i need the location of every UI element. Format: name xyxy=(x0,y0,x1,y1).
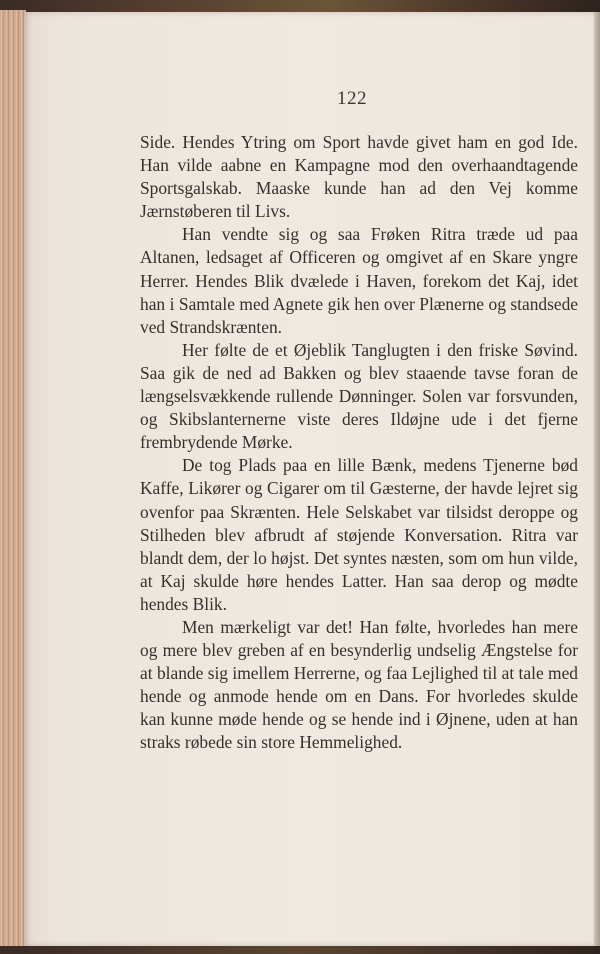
paragraph-4: De tog Plads paa en lille Bænk, medens Tjenerne bød Kaffe, Likører og Cigarer om til Gæsterne, der havde lejret sig ovenfor paa Skrænten. Hele Selskabet var tilsidst deroppe og Stilheden blev afbrudt af støjende Konversation. Ritra var blandt dem, der lo højst. Det syntes næsten, som om hun vilde, at Kaj skulde høre hendes Latter. Han saa derop og mødte hendes Blik. xyxy=(140,455,578,614)
page-text xyxy=(140,131,578,755)
paragraph-3: Her følte de et Øjeblik Tanglugten i den friske Søvind. Saa gik de ned ad Bakken og blev staaende tavse foran de længselsvækkende rullende Dønninger. Solen var forsvunden, og Skibslanternerne viste deres Ildøjne ude i det fjerne frembrydende Mørke. xyxy=(140,339,578,453)
page-edges xyxy=(0,10,26,948)
paragraph-1: Side. Hendes Ytring om Sport havde givet ham en god Ide. Han vilde aabne en Kampagne mod den overhaandtagende Sportsgalskab. Maaske kunde han ad den Vej komme Jærnstøberen til Livs. xyxy=(140,132,578,222)
book-page xyxy=(24,12,594,946)
paragraph-5: Men mærkeligt var det! Han følte, hvorledes han mere og mere blev greben af en besynderlig undselig Ængstelse for at blande sig imellem Herrerne, og faa Lejlighed til at tale med hende og anmode hende om en Dans. For hvorledes skulde kan kunne møde hende og se hende ind i Øjnene, uden at han straks røbede sin store Hemmelighed. xyxy=(140,616,578,753)
page-number: 122 xyxy=(337,88,367,109)
paragraph-2: Han vendte sig og saa Frøken Ritra træde ud paa Altanen, ledsaget af Officeren og omgivet af en Skare yngre Herrer. Hendes Blik dvælede i Haven, forekom det Kaj, idet han i Samtale med Agnete gik hen over Plænerne og standsede ved Strandskrænten. xyxy=(140,224,578,337)
book-cover-bottom xyxy=(0,946,600,954)
